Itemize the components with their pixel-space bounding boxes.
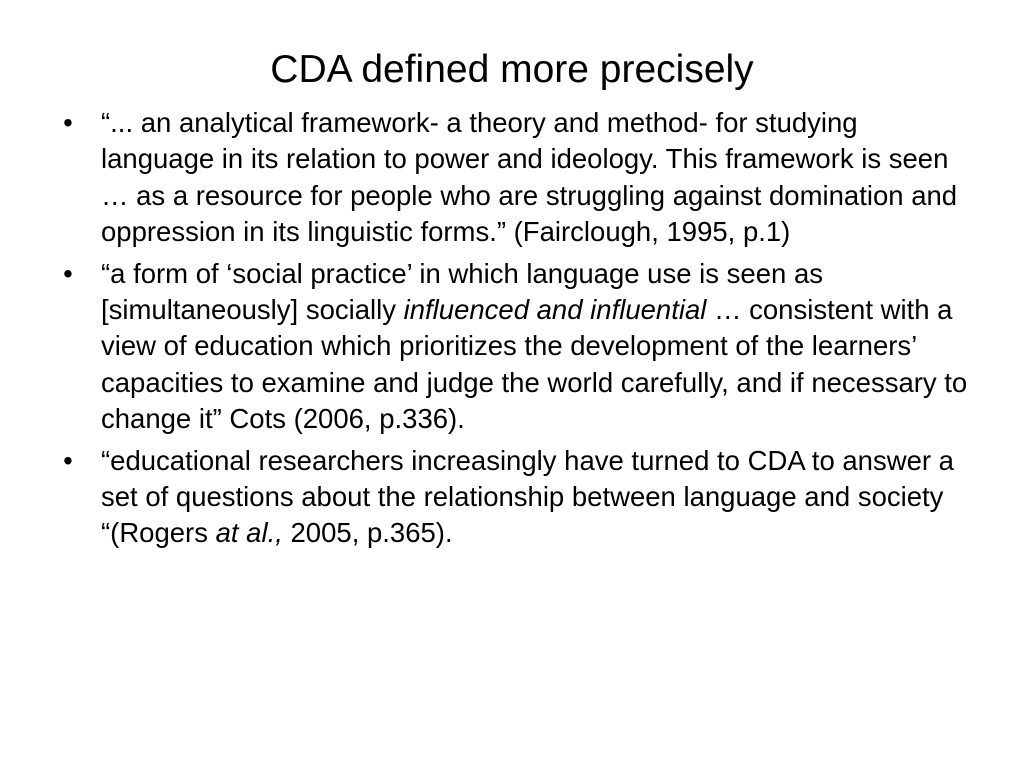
bullet-dot-icon: •: [63, 257, 73, 289]
bullet-dot-icon: •: [63, 444, 73, 476]
text-segment: “... an analytical framework- a theory and method- for studying language in its relation to power and ideology. This framework is seen … as a resource for people who are struggling against domination and oppression in its linguistic forms.” (Fairclough, 1995, p.1): [101, 107, 958, 248]
bullet-list: [58, 105, 968, 557]
text-segment: … consistent with a view of education which prioritizes the development of the learners’ capacities to examine and judge the world carefully, and if necessary to change it” Cots (2006, p.336).: [101, 294, 968, 435]
bullet-item-fairclough: [58, 105, 968, 251]
bullet-text: [101, 107, 957, 247]
bullet-text: [101, 445, 954, 549]
bullet-item-cots: [58, 256, 968, 438]
slide-title: CDA defined more precisely: [270, 48, 754, 91]
bullet-dot-icon: •: [63, 107, 73, 138]
italic-text-segment: at al.,: [215, 517, 283, 549]
bullet-item-rogers: [58, 443, 968, 552]
bullet-text: [101, 258, 967, 435]
text-segment: 2005, p.365).: [282, 517, 453, 549]
italic-text-segment: influenced and influential: [403, 294, 707, 326]
text-segment: “educational researchers increasingly have turned to CDA to answer a set of questions about the relationship between language and society “(Rogers: [101, 444, 954, 549]
text-segment: “a form of ‘social practice’ in which language use is seen as [simultaneously] socially: [101, 257, 823, 326]
